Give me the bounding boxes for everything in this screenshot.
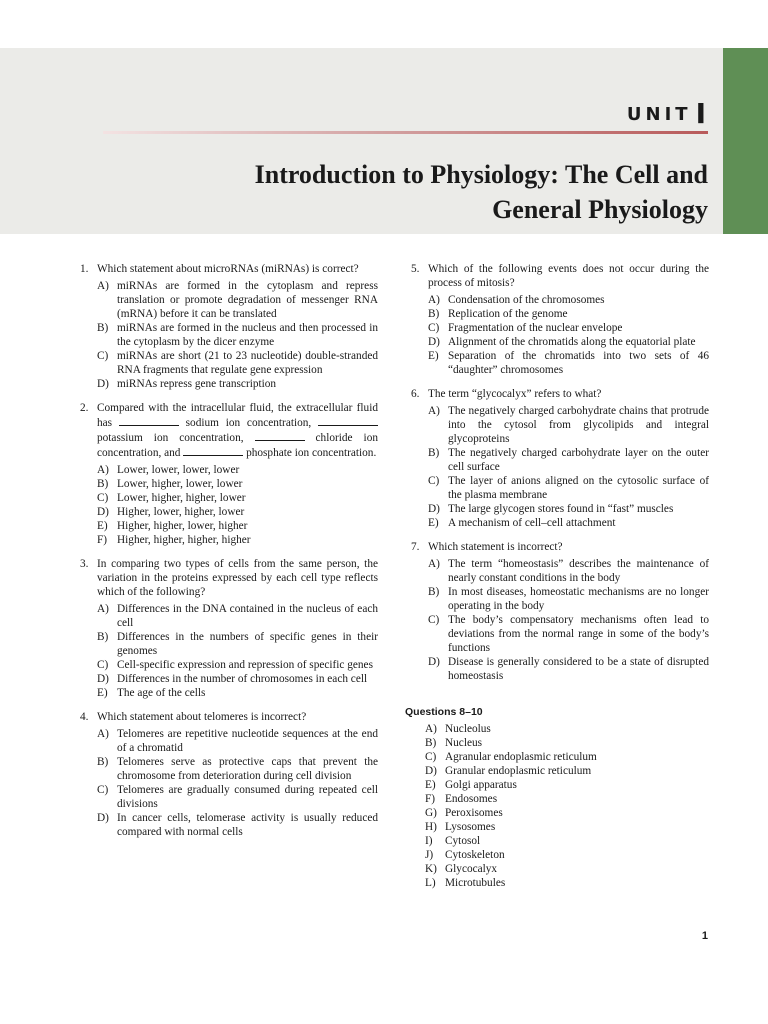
option-letter: A) bbox=[428, 558, 440, 570]
stem-part: potassium ion concentration, bbox=[97, 432, 244, 444]
answer-option[interactable] bbox=[425, 764, 709, 778]
option-text: Cell-specific expression and repression of specific genes bbox=[117, 659, 373, 671]
option-text: Endosomes bbox=[445, 793, 498, 805]
option-text: The age of the cells bbox=[117, 687, 206, 699]
option-letter: D) bbox=[428, 656, 440, 668]
answer-option[interactable] bbox=[428, 557, 709, 585]
answer-option[interactable] bbox=[97, 463, 378, 477]
option-letter: D) bbox=[97, 812, 109, 824]
option-text: Differences in the number of chromosomes in each cell bbox=[117, 673, 368, 685]
option-text: Golgi apparatus bbox=[445, 779, 517, 791]
option-letter: C) bbox=[97, 784, 109, 796]
option-text: Microtubules bbox=[445, 877, 506, 889]
answer-blank bbox=[318, 415, 378, 426]
option-text: miRNAs are formed in the nucleus and then processed in the cytoplasm by the dicer enzyme bbox=[117, 322, 378, 348]
answer-option[interactable] bbox=[428, 321, 709, 335]
option-text: Glycocalyx bbox=[445, 863, 498, 875]
question-stem: Which of the following events does not occur during the process of mitosis? bbox=[428, 263, 709, 289]
answer-blank bbox=[255, 430, 305, 441]
option-letter: C) bbox=[97, 350, 109, 362]
option-text: miRNAs are short (21 to 23 nucleotide) double-stranded RNA fragments that regulate gene expression bbox=[117, 350, 378, 376]
option-text: In most diseases, homeostatic mechanisms are no longer operating in the body bbox=[448, 586, 709, 612]
answer-option[interactable] bbox=[97, 349, 378, 377]
option-text: Condensation of the chromosomes bbox=[448, 294, 605, 306]
option-letter: I) bbox=[425, 835, 433, 847]
option-text: Higher, higher, lower, higher bbox=[117, 520, 248, 532]
answer-option[interactable] bbox=[97, 727, 378, 755]
option-text: miRNAs repress gene transcription bbox=[117, 378, 277, 390]
question-6 bbox=[411, 387, 709, 530]
answer-option[interactable] bbox=[428, 474, 709, 502]
answer-option[interactable] bbox=[97, 602, 378, 630]
option-letter: E) bbox=[425, 779, 436, 791]
answer-option[interactable] bbox=[97, 505, 378, 519]
option-text: The layer of anions aligned on the cytosolic surface of the plasma membrane bbox=[448, 475, 709, 501]
answer-option[interactable] bbox=[428, 516, 709, 530]
option-text: Fragmentation of the nuclear envelope bbox=[448, 322, 623, 334]
answer-option[interactable] bbox=[428, 655, 709, 683]
option-letter: D) bbox=[425, 765, 437, 777]
right-column bbox=[405, 262, 709, 890]
question-5 bbox=[411, 262, 709, 377]
question-stem: In comparing two types of cells from the same person, the variation in the proteins expressed by each cell type reflects which of the following? bbox=[97, 558, 378, 598]
answer-option[interactable] bbox=[425, 876, 709, 890]
answer-option[interactable] bbox=[425, 848, 709, 862]
option-letter: E) bbox=[428, 517, 439, 529]
option-letter: A) bbox=[97, 280, 109, 292]
answer-option[interactable] bbox=[428, 307, 709, 321]
question-4 bbox=[80, 710, 378, 839]
option-text: Lower, higher, lower, lower bbox=[117, 478, 243, 490]
question-stem: Which statement about microRNAs (miRNAs) is correct? bbox=[97, 263, 359, 275]
option-text: Higher, lower, higher, lower bbox=[117, 506, 245, 518]
option-text: Telomeres are gradually consumed during repeated cell divisions bbox=[117, 784, 378, 810]
page-title bbox=[168, 157, 708, 227]
answer-blank bbox=[183, 445, 243, 456]
answer-option[interactable] bbox=[97, 477, 378, 491]
option-letter: A) bbox=[425, 723, 437, 735]
answer-option[interactable] bbox=[97, 279, 378, 321]
answer-option[interactable] bbox=[425, 806, 709, 820]
option-letter: H) bbox=[425, 821, 437, 833]
question-1 bbox=[80, 262, 378, 391]
answer-option[interactable] bbox=[428, 585, 709, 613]
option-letter: A) bbox=[97, 464, 109, 476]
question-number: 6. bbox=[411, 388, 420, 400]
answer-option[interactable] bbox=[425, 862, 709, 876]
option-text: A mechanism of cell–cell attachment bbox=[448, 517, 616, 529]
option-letter: K) bbox=[425, 863, 437, 875]
option-text: Cytoskeleton bbox=[445, 849, 505, 861]
question-number: 7. bbox=[411, 541, 420, 553]
option-letter: B) bbox=[97, 322, 109, 334]
answer-option[interactable] bbox=[97, 519, 378, 533]
option-letter: D) bbox=[428, 336, 440, 348]
answer-option[interactable] bbox=[428, 349, 709, 377]
option-letter: A) bbox=[428, 405, 440, 417]
answer-option[interactable] bbox=[428, 613, 709, 655]
option-text: The negatively charged carbohydrate chains that protrude into the cytosol from glycolipids and integral glycoproteins bbox=[448, 405, 709, 445]
answer-option[interactable] bbox=[97, 755, 378, 783]
title-line-1: Introduction to Physiology: The Cell and bbox=[254, 160, 708, 189]
option-letter: C) bbox=[425, 751, 437, 763]
question-7 bbox=[411, 540, 709, 683]
option-list bbox=[428, 293, 709, 377]
question-stem: Which statement about telomeres is incorrect? bbox=[97, 711, 307, 723]
answer-option[interactable] bbox=[97, 321, 378, 349]
option-letter: C) bbox=[97, 492, 109, 504]
option-letter: B) bbox=[428, 447, 440, 459]
question-3 bbox=[80, 557, 378, 700]
option-text: Differences in the numbers of specific genes in their genomes bbox=[117, 631, 378, 657]
question-number: 2. bbox=[80, 402, 89, 414]
option-letter: B) bbox=[97, 631, 109, 643]
question-number: 4. bbox=[80, 711, 89, 723]
answer-option[interactable] bbox=[97, 686, 378, 700]
left-column bbox=[80, 262, 378, 849]
option-letter: C) bbox=[428, 475, 440, 487]
option-text: The term “homeostasis” describes the maintenance of nearly constant conditions in the body bbox=[448, 558, 709, 584]
answer-option[interactable] bbox=[97, 491, 378, 505]
unit-number: I bbox=[695, 97, 706, 130]
option-text: The negatively charged carbohydrate layer on the outer cell surface bbox=[448, 447, 709, 473]
option-list bbox=[97, 602, 378, 700]
option-text: Cytosol bbox=[445, 835, 481, 847]
option-text: Separation of the chromatids into two sets of 46 “daughter” chromosomes bbox=[448, 350, 709, 376]
option-text: Telomeres serve as protective caps that prevent the chromosome from deterioration during cell division bbox=[117, 756, 378, 782]
answer-option[interactable] bbox=[425, 834, 709, 848]
option-text: Nucleus bbox=[445, 737, 483, 749]
stem-part: sodium ion concentration, bbox=[185, 417, 312, 429]
question-number: 1. bbox=[80, 263, 89, 275]
answer-option[interactable] bbox=[425, 792, 709, 806]
option-letter: B) bbox=[428, 308, 440, 320]
option-letter: B) bbox=[97, 756, 109, 768]
stem-part: Compared with the intracellular fluid, the extracellular fluid has bbox=[97, 402, 378, 429]
option-text: Peroxisomes bbox=[445, 807, 503, 819]
unit-tab bbox=[723, 48, 768, 234]
option-letter: C) bbox=[97, 659, 109, 671]
option-text: Lower, lower, lower, lower bbox=[117, 464, 240, 476]
option-text: Higher, higher, higher, higher bbox=[117, 534, 251, 546]
question-group-options bbox=[425, 722, 709, 890]
option-letter: A) bbox=[428, 294, 440, 306]
unit-word: UNIT bbox=[626, 103, 692, 125]
option-text: Granular endoplasmic reticulum bbox=[445, 765, 592, 777]
option-letter: J) bbox=[425, 849, 434, 861]
answer-option[interactable] bbox=[428, 404, 709, 446]
answer-option[interactable] bbox=[425, 820, 709, 834]
option-letter: A) bbox=[97, 603, 109, 615]
option-text: Lysosomes bbox=[445, 821, 496, 833]
option-text: Alignment of the chromatids along the equatorial plate bbox=[448, 336, 696, 348]
option-letter: E) bbox=[97, 687, 108, 699]
answer-option[interactable] bbox=[428, 335, 709, 349]
stem-part: phosphate ion concentration. bbox=[246, 447, 377, 459]
stem-part: chloride ion concentration, and bbox=[97, 432, 378, 459]
answer-option[interactable] bbox=[428, 502, 709, 516]
option-letter: B) bbox=[425, 737, 437, 749]
option-letter: D) bbox=[97, 506, 109, 518]
unit-divider bbox=[103, 131, 708, 134]
answer-option[interactable] bbox=[425, 750, 709, 764]
option-text: Disease is generally considered to be a state of disrupted homeostasis bbox=[448, 656, 709, 682]
option-list bbox=[428, 404, 709, 530]
option-letter: A) bbox=[97, 728, 109, 740]
option-text: The body’s compensatory mechanisms often lead to deviations from the normal range in some of the body’s functions bbox=[448, 614, 709, 654]
option-letter: L) bbox=[425, 877, 436, 889]
option-letter: C) bbox=[428, 322, 440, 334]
option-text: Replication of the genome bbox=[448, 308, 568, 320]
answer-option[interactable] bbox=[97, 658, 378, 672]
option-letter: F) bbox=[425, 793, 436, 805]
option-letter: B) bbox=[97, 478, 109, 490]
question-stem: The term “glycocalyx” refers to what? bbox=[428, 388, 602, 400]
option-letter: D) bbox=[97, 378, 109, 390]
answer-option[interactable] bbox=[97, 811, 378, 839]
question-stem: Which statement is incorrect? bbox=[428, 541, 563, 553]
answer-option[interactable] bbox=[428, 293, 709, 307]
answer-option[interactable] bbox=[97, 783, 378, 811]
option-text: In cancer cells, telomerase activity is usually reduced compared with normal cells bbox=[117, 812, 378, 838]
option-text: Telomeres are repetitive nucleotide sequences at the end of a chromatid bbox=[117, 728, 378, 754]
answer-option[interactable] bbox=[97, 533, 378, 547]
answer-option[interactable] bbox=[425, 722, 709, 736]
answer-option[interactable] bbox=[97, 630, 378, 658]
option-text: Nucleolus bbox=[445, 723, 491, 735]
option-letter: G) bbox=[425, 807, 437, 819]
option-list bbox=[97, 463, 378, 547]
option-letter: E) bbox=[428, 350, 439, 362]
option-text: Agranular endoplasmic reticulum bbox=[445, 751, 597, 763]
question-group-heading: Questions 8–10 bbox=[405, 706, 483, 718]
question-2 bbox=[80, 401, 378, 547]
option-letter: D) bbox=[428, 503, 440, 515]
question-number: 3. bbox=[80, 558, 89, 570]
option-text: Differences in the DNA contained in the nucleus of each cell bbox=[117, 603, 378, 629]
question-number: 5. bbox=[411, 263, 420, 275]
option-text: miRNAs are formed in the cytoplasm and repress translation or promote degradation of messenger RNA (mRNA) before it can be translated bbox=[117, 280, 378, 320]
answer-option[interactable] bbox=[428, 446, 709, 474]
page-number: 1 bbox=[701, 930, 708, 942]
answer-option[interactable] bbox=[425, 736, 709, 750]
option-list bbox=[97, 727, 378, 839]
answer-option[interactable] bbox=[97, 672, 378, 686]
answer-blank bbox=[119, 415, 179, 426]
option-letter: F) bbox=[97, 534, 108, 546]
option-list bbox=[97, 279, 378, 391]
answer-option[interactable] bbox=[97, 377, 378, 391]
option-letter: D) bbox=[97, 673, 109, 685]
answer-option[interactable] bbox=[425, 778, 709, 792]
option-list bbox=[428, 557, 709, 683]
option-letter: E) bbox=[97, 520, 108, 532]
question-stem bbox=[97, 401, 378, 460]
option-text: The large glycogen stores found in “fast” muscles bbox=[448, 503, 674, 515]
option-letter: B) bbox=[428, 586, 440, 598]
option-letter: C) bbox=[428, 614, 440, 626]
option-text: Lower, higher, higher, lower bbox=[117, 492, 246, 504]
title-line-2: General Physiology bbox=[492, 195, 708, 224]
unit-label bbox=[626, 97, 706, 130]
